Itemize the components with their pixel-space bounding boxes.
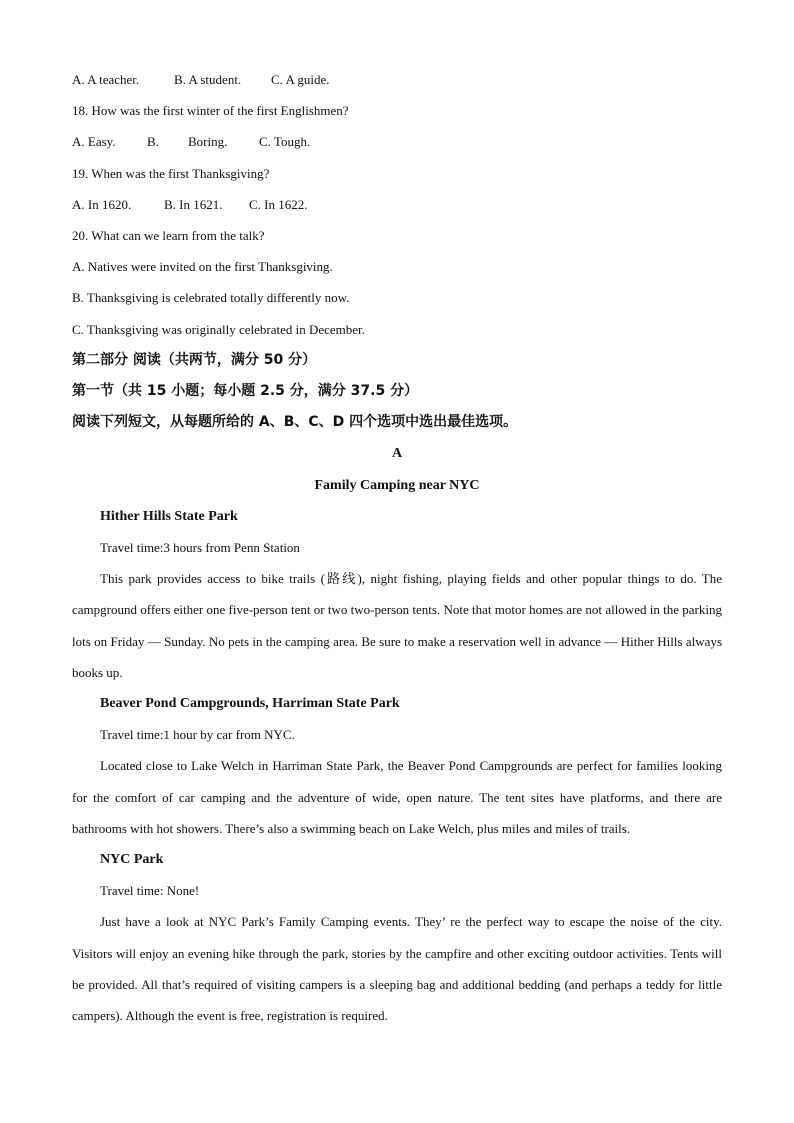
q17-option-b: B. A student. [174,72,242,87]
q19-option-b: B. In 1621. [164,196,223,212]
park-2-body: Located close to Lake Welch in Harriman State Park, the Beaver Pond Campgrounds are perfect for families looking for the comfort of car camping and the adventure of wide, open nature. The tent sites have platforms, and there are bathrooms with hot showers. There’s also a swimming beach on Lake Welch, plus miles and miles of trails. [72,758,722,836]
q18-options [72,126,722,157]
park-2-name: Beaver Pond Campgrounds, Harriman State Park [100,696,400,712]
exam-page [72,64,722,1031]
q18-option-c: C. Tough. [259,134,311,150]
q20-question: 20. What can we learn from the talk? [72,228,265,244]
reading-instruction: 阅读下列短文，从每题所给的 A、B、C、D 四个选项中选出最佳选项。 [72,414,518,431]
q19-option-c: C. In 1622. [249,196,308,212]
q18-question: 18. How was the first winter of the first Englishmen? [72,103,349,119]
q17-options [72,64,722,95]
q19-option-a: A. In 1620. [72,196,132,212]
q17-option-c: C. A guide. [271,72,330,87]
q18-option-a: A. Easy. [72,134,116,150]
passage-title: Family Camping near NYC [314,477,480,493]
q17-option-a: A. A teacher. [72,72,140,87]
q20-option-c: C. Thanksgiving was originally celebrated in December. [72,321,365,337]
section1-heading: 第一节（共 15 小题；每小题 2.5 分，满分 37.5 分） [72,383,419,400]
q20-option-b: B. Thanksgiving is celebrated totally differently now. [72,290,350,306]
part2-heading: 第二部分 阅读（共两节，满分 50 分） [72,351,317,368]
park-3-body: Just have a look at NYC Park’s Family Camping events. They’ re the perfect way to escape the noise of the city. Visitors will enjoy an evening hike through the park, stories by the campfire and other exciting outdoor activities. Tents will be provided. All that’s required of visiting campers is a sleeping bag and additional bedding (and perhaps a teddy for little campers). Although the event is free, registration is required. [72,914,722,1024]
q19-question: 19. When was the first Thanksgiving? [72,165,270,181]
q19-options [72,189,722,220]
q18-option-b: B. [147,134,159,150]
park-1-travel: Travel time:3 hours from Penn Station [100,540,300,556]
park-1-name: Hither Hills State Park [100,508,238,524]
park-3-travel: Travel time: None! [100,883,200,899]
park-1-body: This park provides access to bike trails (路线), night fishing, playing fields and other popular things to do. The campground offers either one five-person tent or two two-person tents. Note that motor homes are not allowed in the parking lots on Friday — Sunday. No pets in the camping area. Be sure to make a reservation well in advance — Hither Hills always books up. [72,571,722,680]
park-3-name: NYC Park [100,852,164,868]
passage-label: A [391,446,403,462]
q18-option-b-text: Boring. [188,134,228,150]
q20-option-a: A. Natives were invited on the first Thanksgiving. [72,259,333,275]
park-2-travel: Travel time:1 hour by car from NYC. [100,727,295,743]
